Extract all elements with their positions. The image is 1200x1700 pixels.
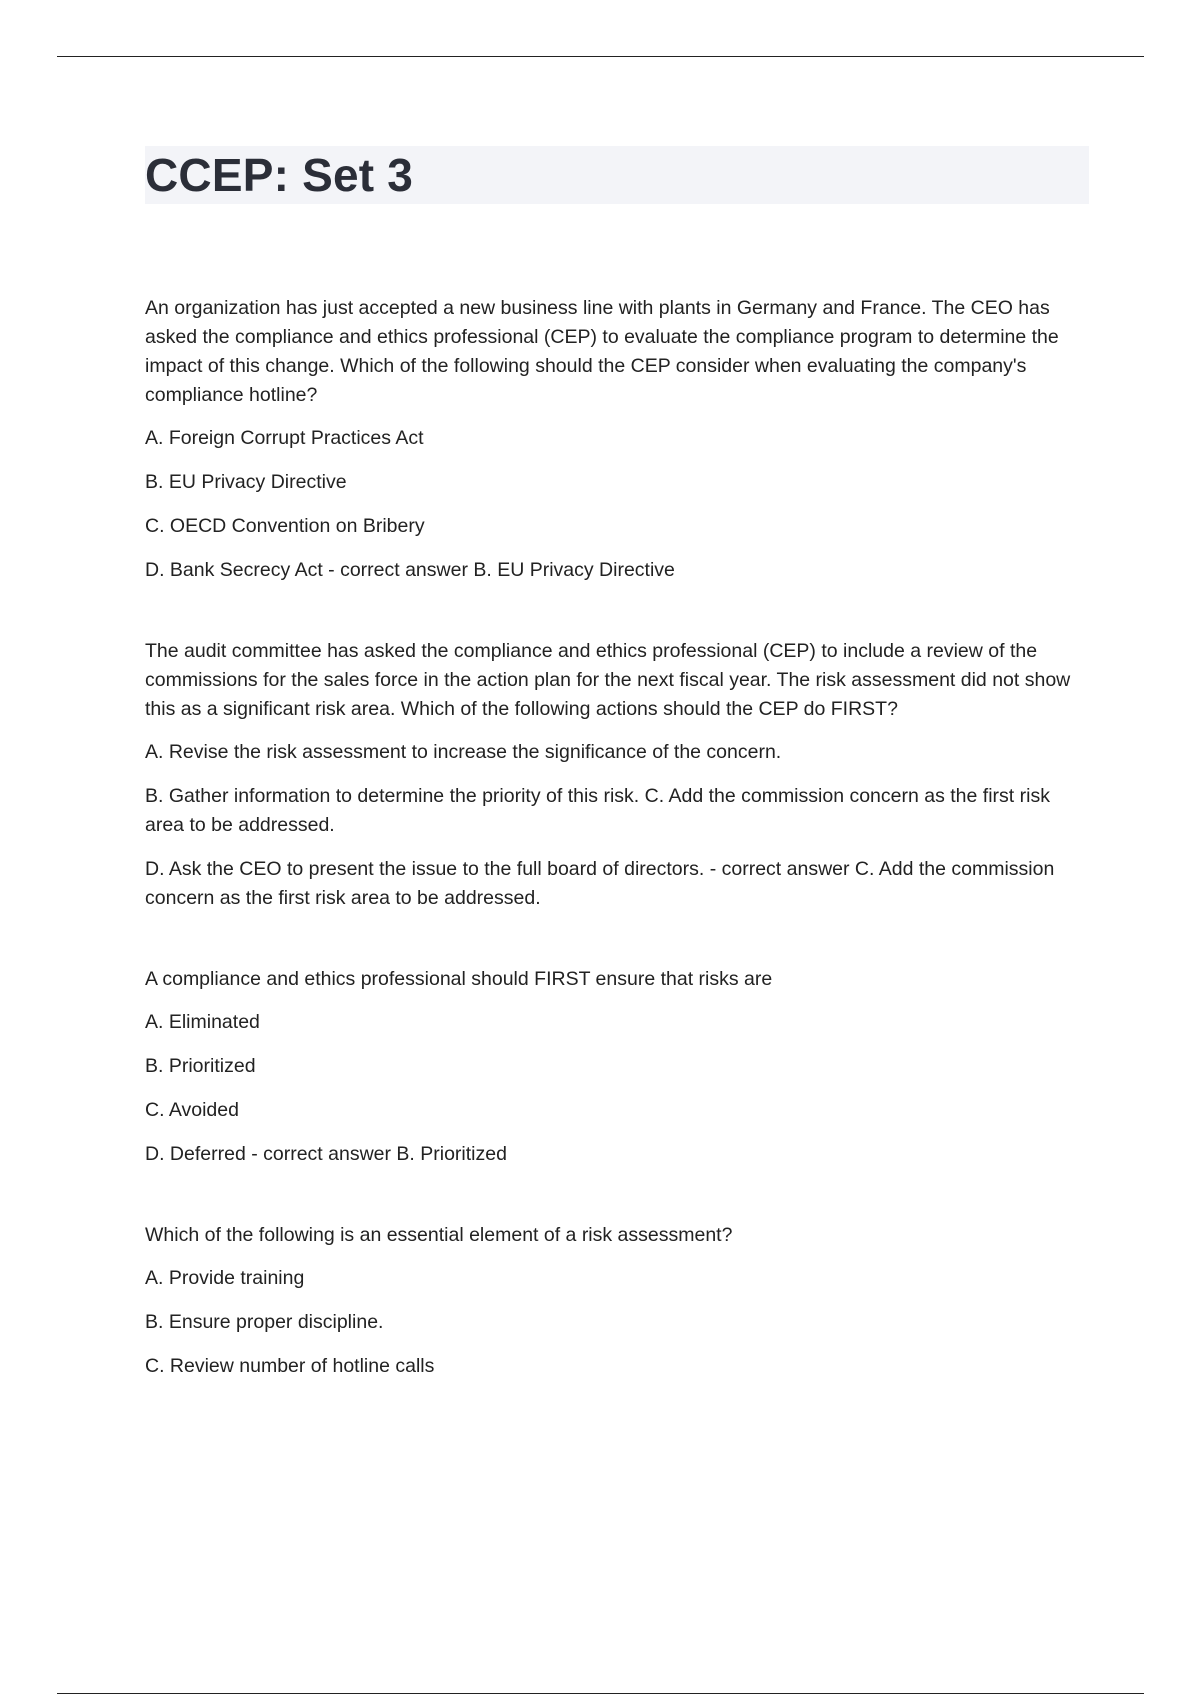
- question-3: [145, 965, 1089, 1169]
- answer-option: C. Review number of hotline calls: [145, 1355, 435, 1377]
- answer-option: D. Ask the CEO to present the issue to the full board of directors. - correct answer C. Add the commission concern as the first risk area to be addressed.: [145, 858, 1055, 909]
- document-body: [145, 146, 1089, 1433]
- answer-option: A. Revise the risk assessment to increase the significance of the concern.: [145, 741, 782, 763]
- answer-option: A. Foreign Corrupt Practices Act: [145, 427, 424, 449]
- page-title: CCEP: Set 3: [145, 149, 414, 201]
- answer-option: C. OECD Convention on Bribery: [145, 515, 425, 537]
- question-text: An organization has just accepted a new business line with plants in Germany and France. The CEO has asked the compliance and ethics professional (CEP) to evaluate the compliance program to determine the impact of this change. Which of the following should the CEP consider when evaluating the company's compliance hotline?: [145, 297, 1059, 406]
- question-text: The audit committee has asked the compliance and ethics professional (CEP) to include a review of the commissions for the sales force in the action plan for the next fiscal year. The risk assessment did not show this as a significant risk area. Which of the following actions should the CEP do FIRST?: [145, 640, 1071, 720]
- answer-option: B. Ensure proper discipline.: [145, 1311, 384, 1333]
- answer-option: B. EU Privacy Directive: [145, 471, 347, 493]
- question-2: [145, 637, 1089, 913]
- question-text: A compliance and ethics professional should FIRST ensure that risks are: [145, 968, 773, 990]
- answer-option: B. Gather information to determine the priority of this risk. C. Add the commission concern as the first risk area to be addressed.: [145, 785, 1050, 836]
- answer-option: A. Provide training: [145, 1267, 305, 1289]
- answer-option: C. Avoided: [145, 1099, 239, 1121]
- answer-option: B. Prioritized: [145, 1055, 256, 1077]
- answer-option: D. Deferred - correct answer B. Prioritized: [145, 1143, 507, 1165]
- footer-rule: [57, 1693, 1144, 1694]
- answer-option: D. Bank Secrecy Act - correct answer B. EU Privacy Directive: [145, 559, 675, 581]
- title-bar: [145, 146, 1089, 204]
- question-4: [145, 1221, 1089, 1381]
- question-text: Which of the following is an essential element of a risk assessment?: [145, 1224, 733, 1246]
- question-1: [145, 294, 1089, 585]
- header-rule: [57, 56, 1144, 57]
- answer-option: A. Eliminated: [145, 1011, 260, 1033]
